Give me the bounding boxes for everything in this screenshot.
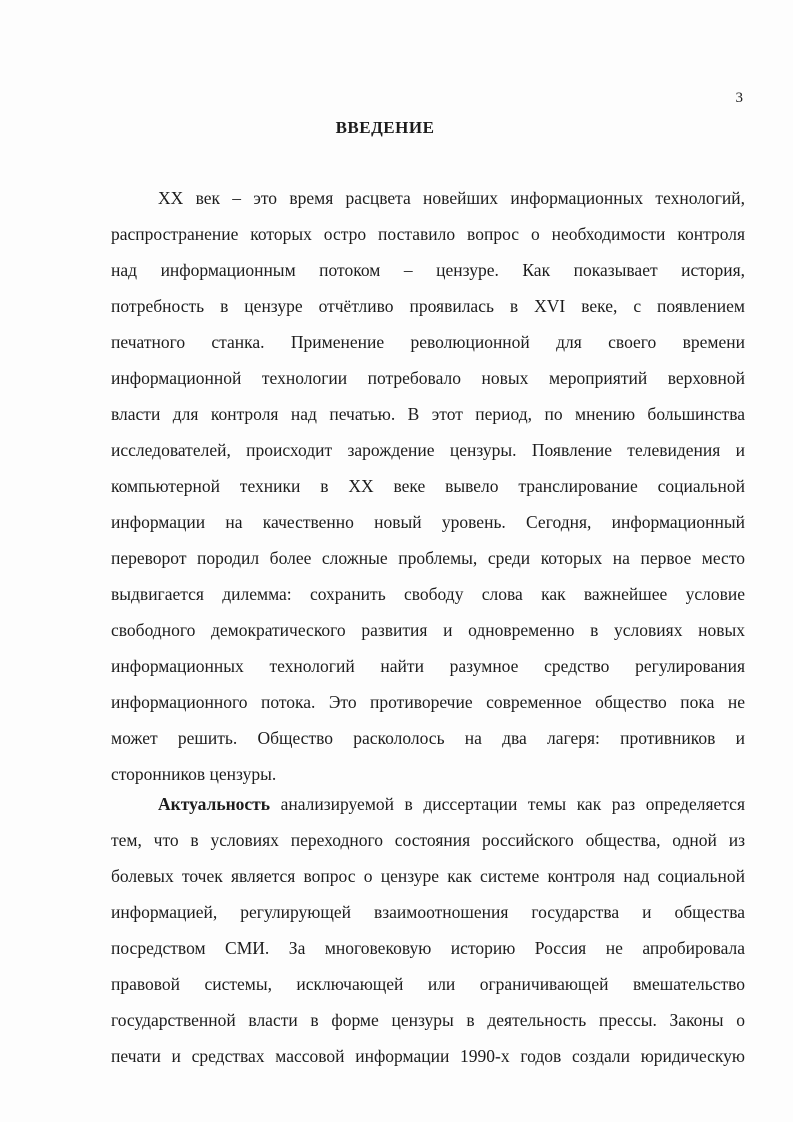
text-line: XX век – это время расцвета новейших информационных технологий, [158,188,745,208]
text-line: компьютерной техники в XX веке вывело транслирование социальной [111,476,745,496]
page-title: ВВЕДЕНИЕ [335,118,435,137]
text-line: распространение которых остро поставило вопрос о необходимости контроля [111,224,745,244]
text-line: власти для контроля над печатью. В этот период, по мнению большинства [111,404,745,424]
text-line: посредством СМИ. За многовековую историю Россия не апробировала [111,938,745,958]
text-line: правовой системы, исключающей или ограничивающей вмешательство [111,974,745,994]
text-line: свободного демократического развития и одновременно в условиях новых [111,620,745,640]
text-line: над информационным потоком – цензуре. Как показывает история, [111,260,745,280]
text-line: исследователей, происходит зарождение цензуры. Появление телевидения и [111,440,745,460]
text-line: информацией, регулирующей взаимоотношения государства и общества [111,902,745,922]
text-line: тем, что в условиях переходного состояния российского общества, одной из [111,830,745,850]
text-line: информационного потока. Это противоречие современное общество пока не [111,692,745,712]
text-line: выдвигается дилемма: сохранить свободу слова как важнейшее условие [111,584,745,604]
text-run: анализируемой в диссертации темы как раз определяется [270,794,745,814]
paragraph-relevance [111,786,745,1074]
bold-term: Актуальность [158,794,271,814]
text-line: печати и средствах массовой информации 1990-х годов создали юридическую [111,1046,745,1066]
text-line: сторонников цензуры. [111,764,277,784]
text-line: потребность в цензуре отчётливо проявилась в XVI веке, с появлением [111,296,745,316]
text-line: информационных технологий найти разумное средство регулирования [111,656,745,676]
paragraph-intro [111,180,745,792]
page-number: 3 [735,90,743,106]
text-line: информационной технологии потребовало новых мероприятий верховной [111,368,745,388]
text-line [111,786,745,822]
text-line: может решить. Общество раскололось на два лагеря: противников и [111,728,745,748]
text-line: печатного станка. Применение революционной для своего времени [111,332,745,352]
text-line: переворот породил более сложные проблемы, среди которых на первое место [111,548,745,568]
text-line: информации на качественно новый уровень. Сегодня, информационный [111,512,745,532]
text-line: болевых точек является вопрос о цензуре как системе контроля над социальной [111,866,745,886]
text-line: государственной власти в форме цензуры в деятельность прессы. Законы о [111,1010,745,1030]
